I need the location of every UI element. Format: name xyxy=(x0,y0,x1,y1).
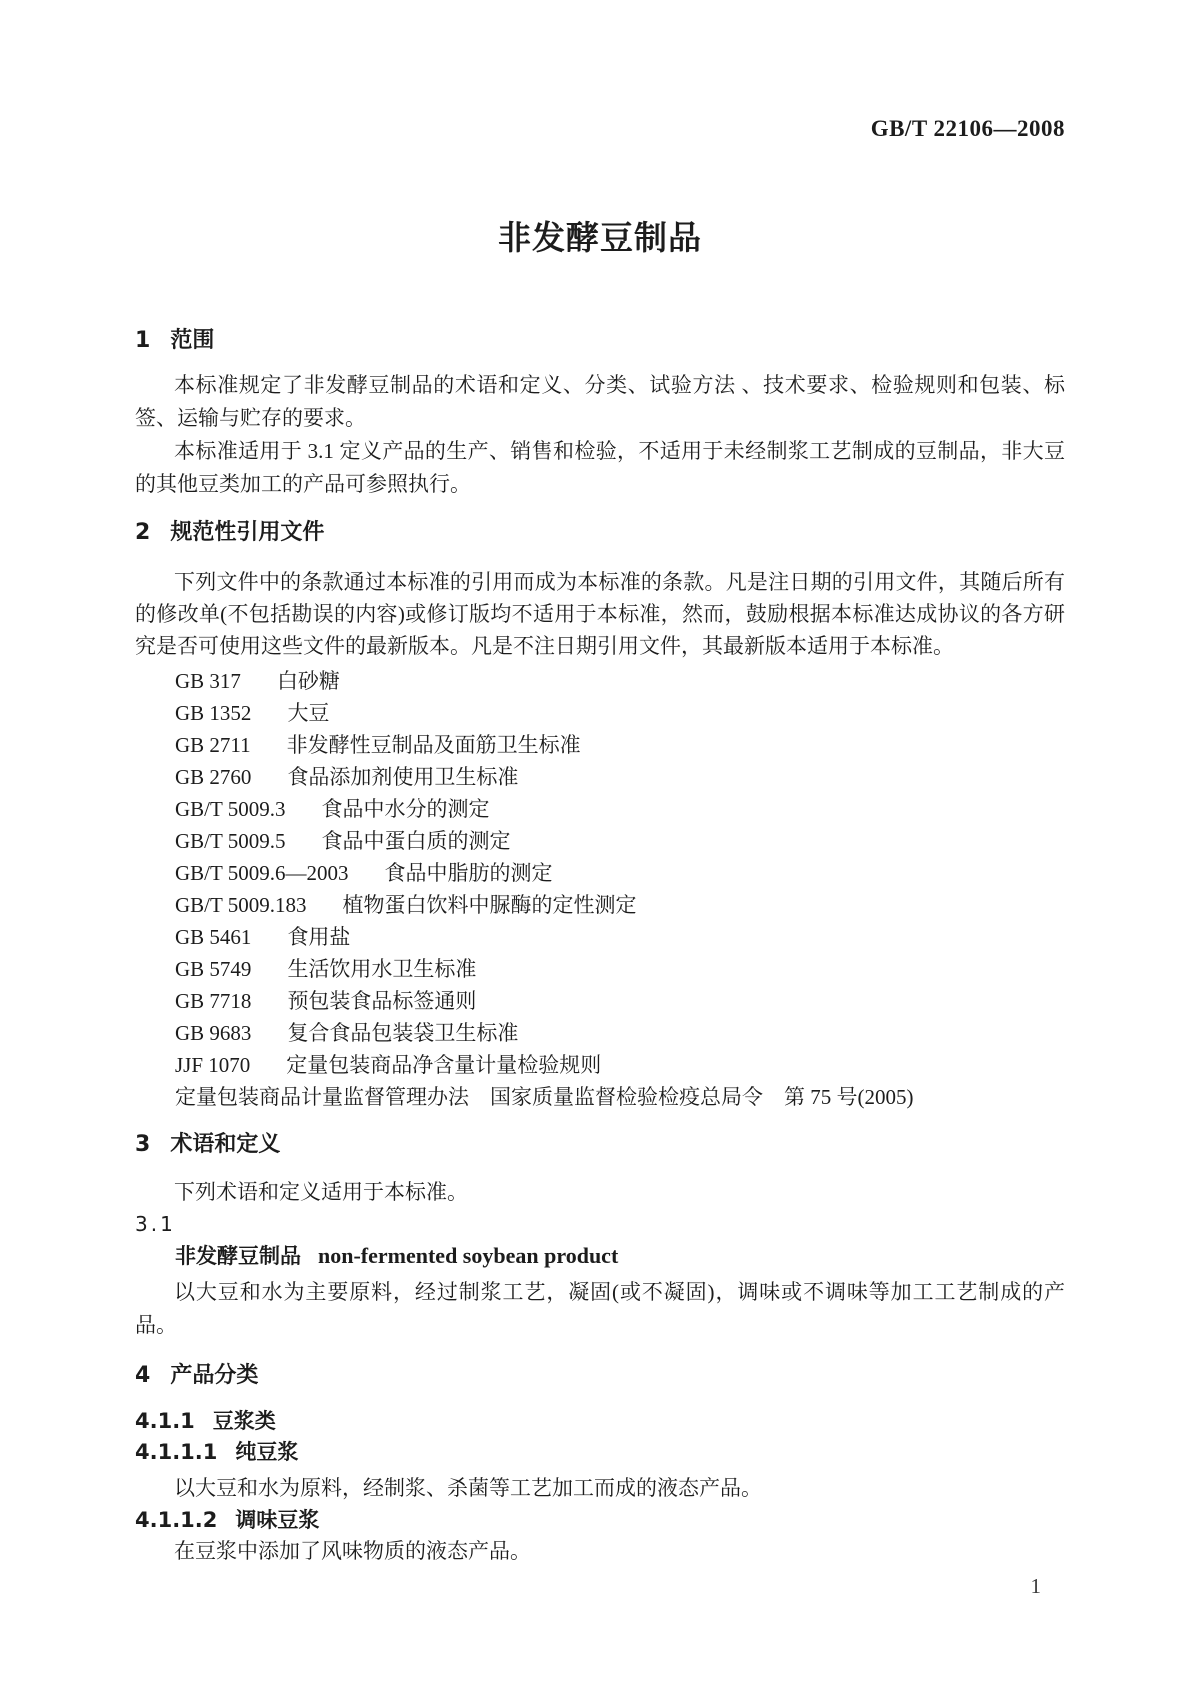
clause-4-1-1-title: 豆浆类 xyxy=(212,1409,276,1433)
scope-paragraph-1: 本标准规定了非发酵豆制品的术语和定义、分类、试验方法 、技术要求、检验规则和包装、标签、运输与贮存的要求。 xyxy=(135,373,1065,430)
reference-item xyxy=(135,825,1065,857)
section-1-title: 范围 xyxy=(170,328,215,353)
reference-title: 食用盐 xyxy=(287,925,351,949)
reference-item xyxy=(135,889,1065,921)
reference-item xyxy=(135,1017,1065,1049)
section-4-title: 产品分类 xyxy=(170,1363,259,1388)
section-3-heading xyxy=(135,1130,1065,1160)
reference-code: GB 2760 xyxy=(175,765,252,789)
clause-4-1-1-heading xyxy=(135,1406,1065,1436)
reference-title: 复合食品包装袋卫生标准 xyxy=(287,1021,519,1045)
section-2-heading xyxy=(135,518,1065,548)
reference-title: 植物蛋白饮料中脲酶的定性测定 xyxy=(342,893,637,917)
reference-title: 非发酵性豆制品及面筋卫生标准 xyxy=(286,733,581,757)
reference-title: 食品中脂肪的测定 xyxy=(384,861,553,885)
reference-code: GB 2711 xyxy=(175,733,251,757)
standard-number: GB/T 22106—2008 xyxy=(870,116,1065,141)
reference-title: 定量包装商品净含量计量检验规则 xyxy=(286,1053,602,1077)
reference-title: 食品中蛋白质的测定 xyxy=(321,829,511,853)
reference-code: GB 7718 xyxy=(175,989,252,1013)
reference-code: GB 317 xyxy=(175,669,241,693)
reference-code: GB/T 5009.6—2003 xyxy=(175,861,349,885)
clause-4-1-1-1-number: 4.1.1.1 xyxy=(135,1440,218,1464)
terms-intro-paragraph: 下列术语和定义适用于本标准。 xyxy=(174,1180,468,1204)
reference-item xyxy=(135,697,1065,729)
term-definition-line xyxy=(135,1239,1065,1273)
term-english: non-fermented soybean product xyxy=(318,1243,619,1268)
clause-4-1-1-1-text: 以大豆和水为原料，经制浆、杀菌等工艺加工而成的液态产品。 xyxy=(174,1476,762,1500)
reference-code: GB 1352 xyxy=(175,701,252,725)
regulation-reference: 定量包装商品计量监督管理办法 国家质量监督检验检疫总局令 第 75 号(2005) xyxy=(175,1085,914,1109)
reference-item xyxy=(135,761,1065,793)
normative-references-list xyxy=(135,665,1065,1081)
section-3-title: 术语和定义 xyxy=(170,1132,281,1157)
section-4-number: 4 xyxy=(135,1363,151,1388)
reference-code: GB 9683 xyxy=(175,1021,252,1045)
clause-3-1-number: 3.1 xyxy=(135,1212,176,1236)
reference-title: 白砂糖 xyxy=(276,669,340,693)
reference-title: 预包装食品标签通则 xyxy=(287,989,477,1013)
clause-4-1-1-number: 4.1.1 xyxy=(135,1409,195,1433)
clause-4-1-1-1-title: 纯豆浆 xyxy=(235,1440,299,1464)
reference-code: GB 5749 xyxy=(175,957,252,981)
clause-4-1-1-2-number: 4.1.1.2 xyxy=(135,1508,218,1532)
clause-4-1-1-1-heading xyxy=(135,1437,1065,1467)
reference-title: 生活饮用水卫生标准 xyxy=(287,957,477,981)
reference-item xyxy=(135,985,1065,1017)
clause-4-1-1-2-heading xyxy=(135,1505,1065,1535)
scope-paragraph-2: 本标准适用于 3.1 定义产品的生产、销售和检验，不适用于未经制浆工艺制成的豆制品，非大豆的其他豆类加工的产品可参照执行。 xyxy=(135,439,1065,496)
reference-title: 大豆 xyxy=(287,701,330,725)
reference-item xyxy=(135,665,1065,697)
reference-title: 食品添加剂使用卫生标准 xyxy=(287,765,519,789)
term-definition-text: 以大豆和水为主要原料，经过制浆工艺，凝固(或不凝固)，调味或不调味等加工工艺制成的产品。 xyxy=(135,1280,1065,1337)
reference-code: GB/T 5009.5 xyxy=(175,829,286,853)
reference-code: GB/T 5009.3 xyxy=(175,797,286,821)
reference-code: GB 5461 xyxy=(175,925,252,949)
reference-item xyxy=(135,857,1065,889)
reference-item xyxy=(135,953,1065,985)
section-3-number: 3 xyxy=(135,1132,151,1157)
term-chinese: 非发酵豆制品 xyxy=(175,1244,301,1268)
reference-title: 食品中水分的测定 xyxy=(321,797,490,821)
reference-item xyxy=(135,793,1065,825)
clause-4-1-1-2-text: 在豆浆中添加了风味物质的液态产品。 xyxy=(174,1539,531,1563)
references-intro-paragraph: 下列文件中的条款通过本标准的引用而成为本标准的条款。凡是注日期的引用文件，其随后所有的修改单(不包括勘误的内容)或修订版均不适用于本标准，然而，鼓励根据本标准达成协议的各方研究是否可使用这些文件的最新版本。凡是不注日期引用文件，其最新版本适用于本标准。 xyxy=(135,570,1065,658)
section-1-number: 1 xyxy=(135,328,151,353)
page-number: 1 xyxy=(1030,1574,1041,1598)
reference-item xyxy=(135,921,1065,953)
section-1-heading xyxy=(135,326,1065,356)
reference-item xyxy=(135,729,1065,761)
reference-item xyxy=(135,1049,1065,1081)
reference-code: GB/T 5009.183 xyxy=(175,893,307,917)
section-2-number: 2 xyxy=(135,520,151,545)
clause-4-1-1-2-title: 调味豆浆 xyxy=(235,1508,320,1532)
document-title: 非发酵豆制品 xyxy=(498,218,702,257)
section-2-title: 规范性引用文件 xyxy=(170,520,325,545)
section-4-heading xyxy=(135,1361,1065,1391)
reference-code: JJF 1070 xyxy=(175,1053,251,1077)
